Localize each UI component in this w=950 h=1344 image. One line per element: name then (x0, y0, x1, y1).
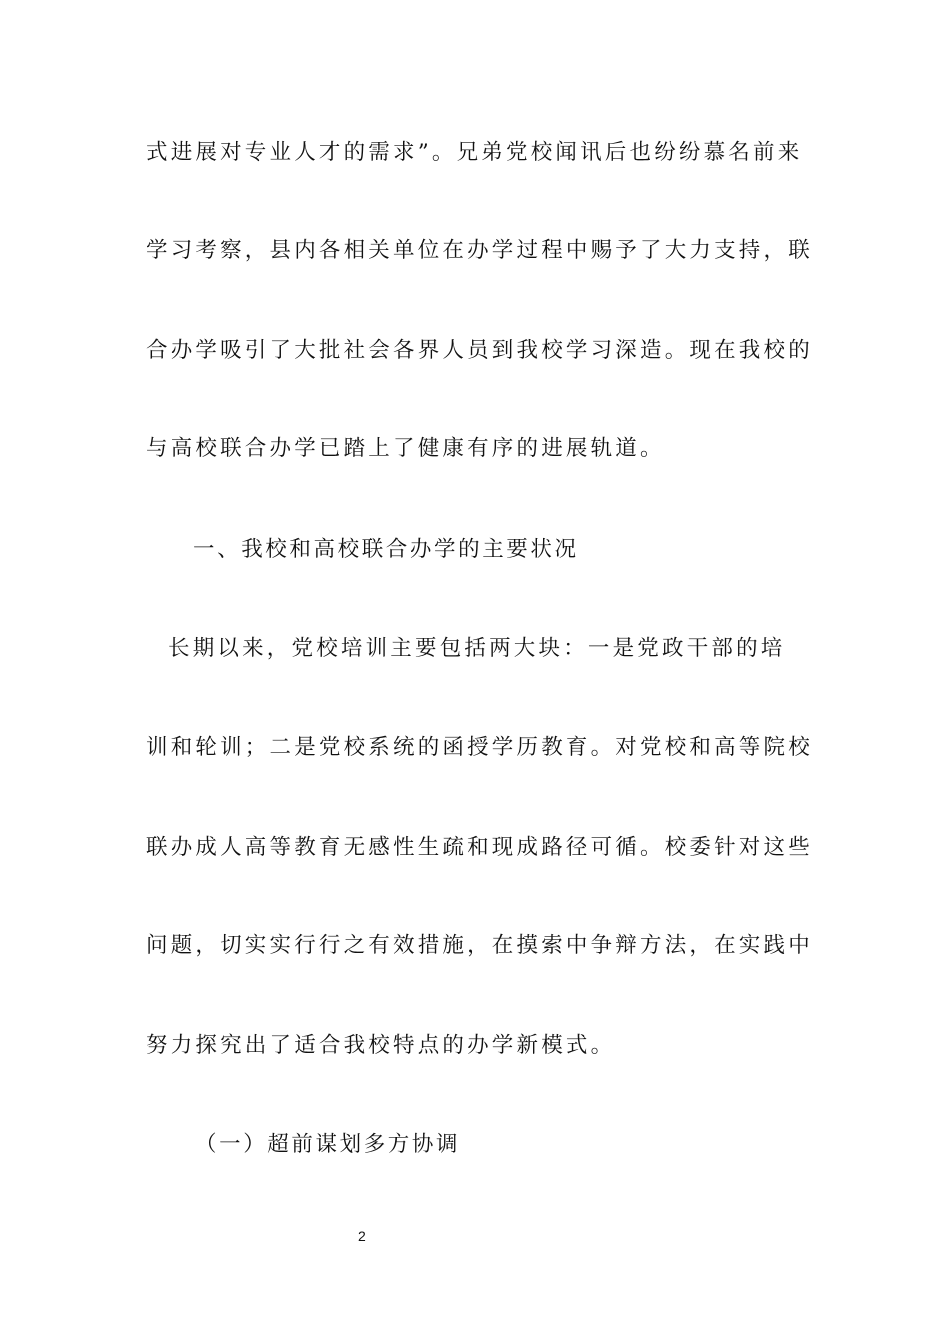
paragraph-line: 努力探究出了适合我校特点的办学新模式。 (146, 1033, 616, 1058)
paragraph-line: 长期以来，党校培训主要包括两大块：一是党政干部的培 (168, 636, 786, 661)
subsection-heading: （一）超前谋划多方协调 (195, 1132, 461, 1157)
paragraph-line: 合办学吸引了大批社会各界人员到我校学习深造。现在我校的 (146, 338, 813, 363)
paragraph-line: 式进展对专业人才的需求”。兄弟党校闻讯后也纷纷慕名前来 (146, 140, 803, 165)
section-heading: 一、我校和高校联合办学的主要状况 (193, 537, 579, 562)
page-number: 2 (358, 1228, 366, 1244)
paragraph-line: 训和轮训；二是党校系统的函授学历教育。对党校和高等院校 (146, 735, 813, 760)
paragraph-line: 问题，切实实行行之有效措施，在摸索中争辩方法，在实践中 (146, 933, 813, 958)
paragraph-line: 联办成人高等教育无感性生疏和现成路径可循。校委针对这些 (146, 835, 813, 860)
paragraph-line: 学习考察，县内各相关单位在办学过程中赐予了大力支持，联 (146, 238, 813, 263)
paragraph-line: 与高校联合办学已踏上了健康有序的进展轨道。 (146, 436, 665, 461)
